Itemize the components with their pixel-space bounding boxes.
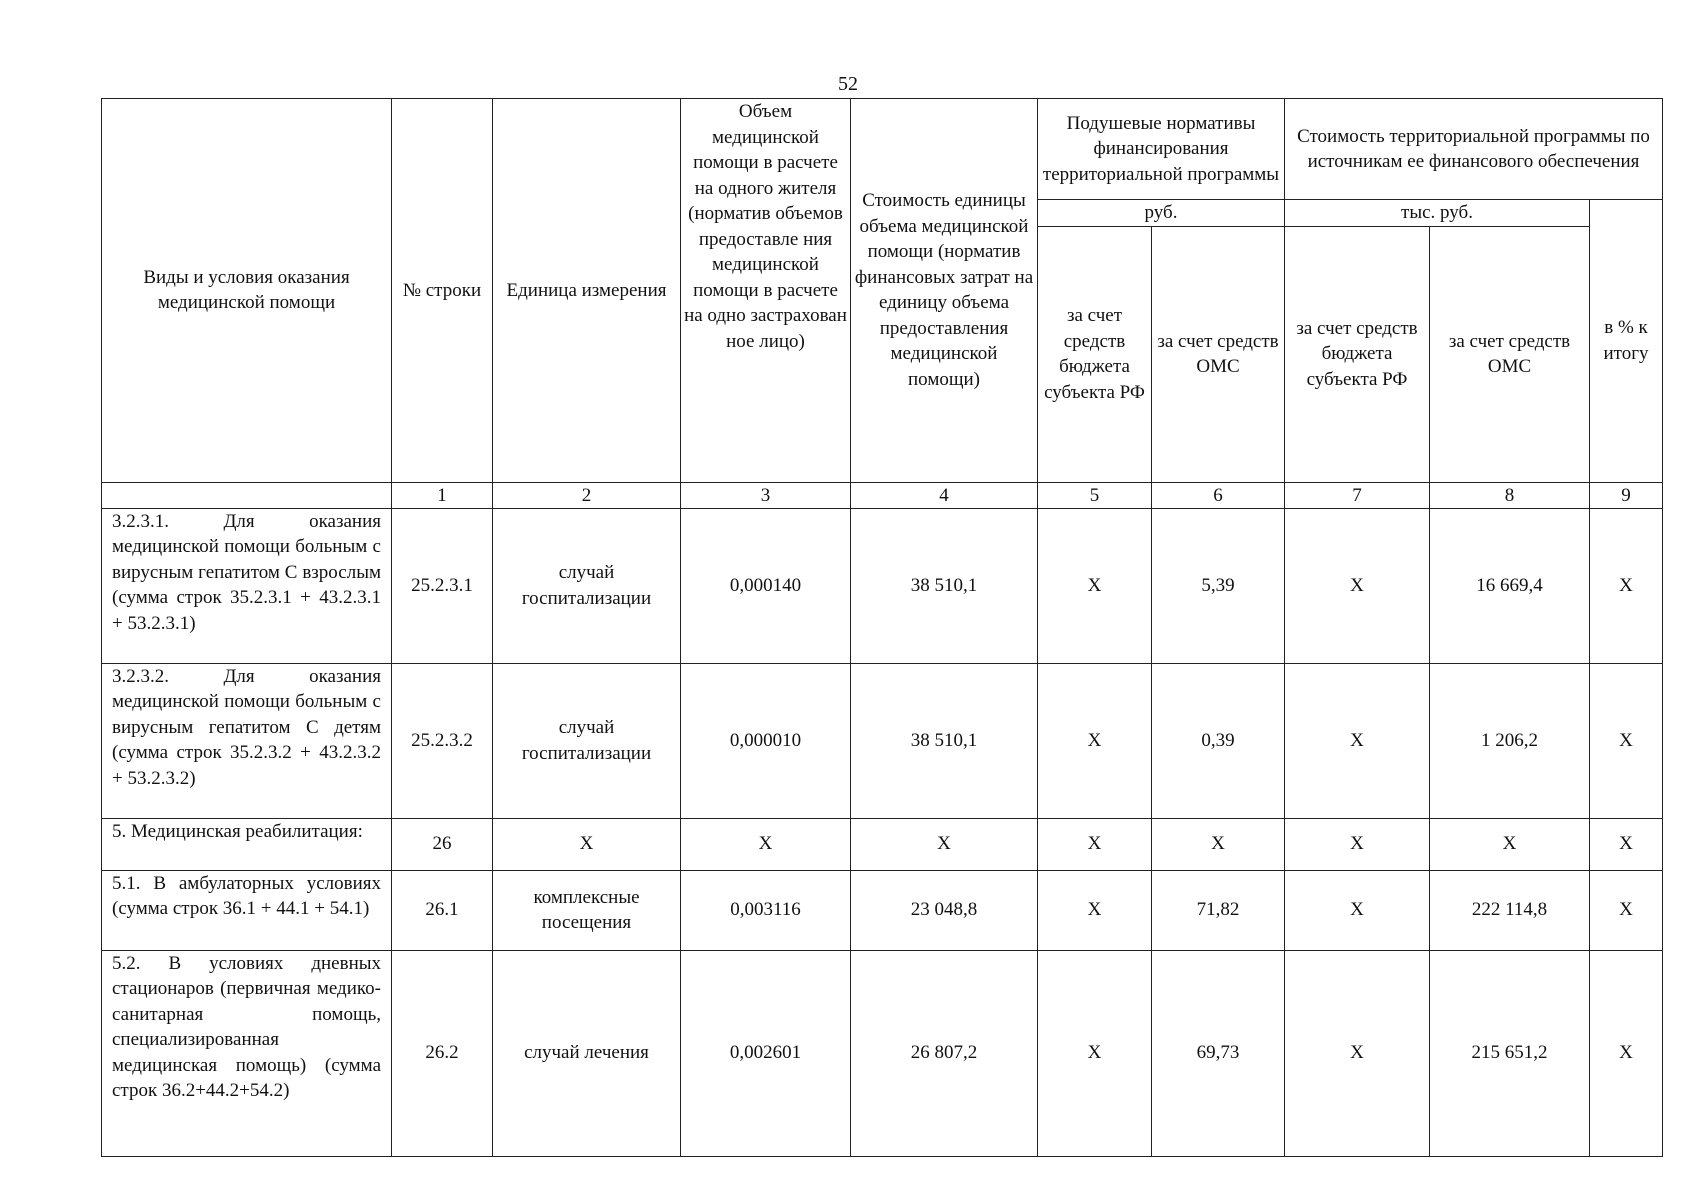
row-col9: Х: [1590, 818, 1663, 870]
row-description: 3.2.3.1. Для оказания медицинской помощи больным с вирусным гепатитом С взрослым (сумма строк 35.2.3.1 + 43.2.3.1 + 53.2.3.1): [102, 508, 392, 663]
row-col5: Х: [1038, 508, 1152, 663]
row-col8: Х: [1430, 818, 1590, 870]
table-row: [102, 950, 1663, 1156]
row-col7: Х: [1285, 663, 1430, 818]
row-description: 3.2.3.2. Для оказания медицинской помощи больным с вирусным гепатитом С детям (сумма строк 35.2.3.2 + 43.2.3.2 + 53.2.3.2): [102, 663, 392, 818]
header-types-of-care: Виды и условия оказания медицинской помощи: [102, 99, 392, 483]
column-number: 8: [1430, 482, 1590, 508]
table-row: [102, 818, 1663, 870]
row-col5: Х: [1038, 663, 1152, 818]
row-col7: Х: [1285, 870, 1430, 950]
row-col6: 69,73: [1152, 950, 1285, 1156]
column-number: 1: [392, 482, 493, 508]
row-col8: 222 114,8: [1430, 870, 1590, 950]
row-unit-cost: 38 510,1: [851, 663, 1038, 818]
header-program-cost-group: Стоимость территориальной программы по источникам ее финансового обеспечения: [1285, 99, 1663, 200]
column-number: 9: [1590, 482, 1663, 508]
row-unit-cost: Х: [851, 818, 1038, 870]
header-row-number: № строки: [392, 99, 493, 483]
row-col8: 1 206,2: [1430, 663, 1590, 818]
row-col6: 71,82: [1152, 870, 1285, 950]
row-col5: Х: [1038, 950, 1152, 1156]
column-number: 3: [681, 482, 851, 508]
row-unit-cost: 38 510,1: [851, 508, 1038, 663]
row-unit-cost: 26 807,2: [851, 950, 1038, 1156]
column-number-blank: [102, 482, 392, 508]
row-col8: 16 669,4: [1430, 508, 1590, 663]
row-col6: 5,39: [1152, 508, 1285, 663]
table-row: [102, 870, 1663, 950]
row-line-number: 25.2.3.1: [392, 508, 493, 663]
row-col9: Х: [1590, 870, 1663, 950]
row-unit-cost: 23 048,8: [851, 870, 1038, 950]
row-col9: Х: [1590, 663, 1663, 818]
row-volume: 0,000140: [681, 508, 851, 663]
row-unit: случай госпитализации: [493, 663, 681, 818]
header-col7: за счет средств бюджета субъекта РФ: [1285, 226, 1430, 482]
row-col6: 0,39: [1152, 663, 1285, 818]
column-number: 7: [1285, 482, 1430, 508]
row-line-number: 26.1: [392, 870, 493, 950]
header-volume: Объем медицинской помощи в расчете на одного жителя (норматив объемов предоставле ния медицинской помощи в расчете на одно застрахован ное лицо): [681, 99, 851, 483]
row-volume: 0,000010: [681, 663, 851, 818]
header-col6: за счет средств ОМС: [1152, 226, 1285, 482]
page-number: 52: [838, 73, 858, 95]
column-number-row: [102, 482, 1663, 508]
row-description: 5.1. В амбулаторных условиях (сумма строк 36.1 + 44.1 + 54.1): [102, 870, 392, 950]
header-row-1: [102, 99, 1663, 200]
row-volume: 0,003116: [681, 870, 851, 950]
header-unit-cost: Стоимость единицы объема медицинской помощи (норматив финансовых затрат на единицу объема предоставления медицинской помощи): [851, 99, 1038, 483]
table-row: [102, 663, 1663, 818]
row-col9: Х: [1590, 950, 1663, 1156]
row-col7: Х: [1285, 818, 1430, 870]
header-col5: за счет средств бюджета субъекта РФ: [1038, 226, 1152, 482]
row-col7: Х: [1285, 508, 1430, 663]
row-col5: Х: [1038, 870, 1152, 950]
row-line-number: 26: [392, 818, 493, 870]
row-line-number: 25.2.3.2: [392, 663, 493, 818]
header-unit-thousand-rub: тыс. руб.: [1285, 200, 1590, 227]
column-number: 5: [1038, 482, 1152, 508]
column-number: 2: [493, 482, 681, 508]
row-volume: 0,002601: [681, 950, 851, 1156]
row-volume: Х: [681, 818, 851, 870]
header-col9: в % к итогу: [1590, 200, 1663, 483]
header-unit-rub: руб.: [1038, 200, 1285, 227]
row-unit: комплексные посещения: [493, 870, 681, 950]
row-unit: Х: [493, 818, 681, 870]
column-number: 4: [851, 482, 1038, 508]
row-col8: 215 651,2: [1430, 950, 1590, 1156]
table-row: [102, 508, 1663, 663]
row-col6: Х: [1152, 818, 1285, 870]
row-line-number: 26.2: [392, 950, 493, 1156]
row-col7: Х: [1285, 950, 1430, 1156]
row-description: 5.2. В условиях дневных стационаров (первичная медико-санитарная помощь, специализированная медицинская помощь) (сумма строк 36.2+44.2+54.2): [102, 950, 392, 1156]
header-unit: Единица измерения: [493, 99, 681, 483]
header-col8: за счет средств ОМС: [1430, 226, 1590, 482]
column-number: 6: [1152, 482, 1285, 508]
row-col5: Х: [1038, 818, 1152, 870]
row-col9: Х: [1590, 508, 1663, 663]
header-per-capita-group: Подушевые нормативы финансирования территориальной программы: [1038, 99, 1285, 200]
financing-table: [101, 98, 1663, 1157]
row-description: 5. Медицинская реабилитация:: [102, 818, 392, 870]
row-unit: случай госпитализации: [493, 508, 681, 663]
row-unit: случай лечения: [493, 950, 681, 1156]
